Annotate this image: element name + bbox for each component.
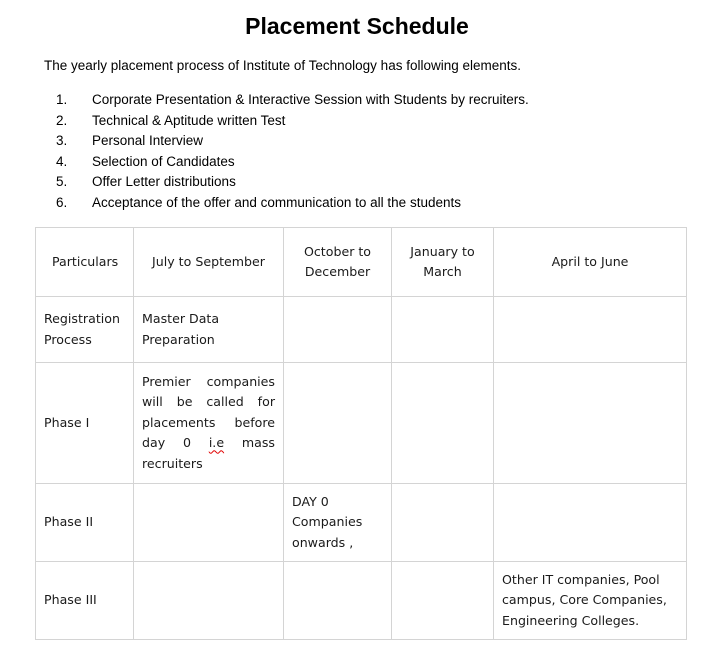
table-cell xyxy=(494,484,687,562)
list-item xyxy=(56,131,529,152)
table-row xyxy=(36,562,687,640)
table-row xyxy=(36,484,687,562)
list-item-text: Corporate Presentation & Interactive Session with Students by recruiters. xyxy=(92,92,529,107)
table-cell: DAY 0 Companies onwards , xyxy=(284,484,392,562)
table-cell xyxy=(392,484,494,562)
row-label: Phase III xyxy=(36,562,134,640)
cell-text: Premier companies will be called for placements before day 0 xyxy=(142,373,275,451)
list-item-text: Technical & Aptitude written Test xyxy=(92,112,286,128)
list-item-number: 5. xyxy=(56,174,68,190)
list-item xyxy=(56,193,529,214)
table-row xyxy=(36,363,687,484)
row-label: Phase I xyxy=(36,363,134,484)
list-item-text: Selection of Candidates xyxy=(92,153,235,169)
list-item xyxy=(56,152,529,173)
table-cell xyxy=(284,363,392,484)
table-header-row xyxy=(36,228,687,297)
list-item-number: 3. xyxy=(56,133,68,149)
header-cell-particulars: Particulars xyxy=(36,228,134,297)
page-title: Placement Schedule xyxy=(245,13,469,39)
table-row xyxy=(36,297,687,363)
list-item-number: 4. xyxy=(56,153,68,169)
list-item xyxy=(56,90,529,111)
spellcheck-flagged-word: i.e xyxy=(208,435,225,451)
list-item-number: 1. xyxy=(56,92,68,107)
row-label: Registration Process xyxy=(36,297,134,363)
intro-paragraph: The yearly placement process of Institute of Technology has following elements. xyxy=(44,58,522,73)
table-cell xyxy=(284,562,392,640)
header-cell-january-march: January to March xyxy=(392,228,494,297)
list-item-text: Offer Letter distributions xyxy=(92,174,236,190)
list-item-text: Personal Interview xyxy=(92,133,204,149)
table-cell xyxy=(392,363,494,484)
table-cell: Other IT companies, Pool campus, Core Companies, Engineering Colleges. xyxy=(494,562,687,640)
cell-text: mass recruiters xyxy=(142,435,275,471)
header-cell-october-december: October to December xyxy=(284,228,392,297)
table-cell xyxy=(284,297,392,363)
list-item xyxy=(56,111,529,132)
process-steps-list xyxy=(56,90,529,214)
list-item-text: Acceptance of the offer and communication to all the students xyxy=(92,194,461,210)
header-cell-july-september: July to September xyxy=(134,228,284,297)
table-cell xyxy=(134,484,284,562)
table-cell xyxy=(494,363,687,484)
row-label: Phase II xyxy=(36,484,134,562)
table-cell: Master Data Preparation xyxy=(134,297,284,363)
table-cell xyxy=(134,363,284,484)
placement-schedule-table xyxy=(35,227,687,640)
list-item xyxy=(56,172,529,193)
table-cell xyxy=(134,562,284,640)
header-cell-april-june: April to June xyxy=(494,228,687,297)
table-cell xyxy=(392,297,494,363)
table-cell xyxy=(494,297,687,363)
table-cell xyxy=(392,562,494,640)
list-item-number: 2. xyxy=(56,112,68,128)
list-item-number: 6. xyxy=(56,194,68,210)
